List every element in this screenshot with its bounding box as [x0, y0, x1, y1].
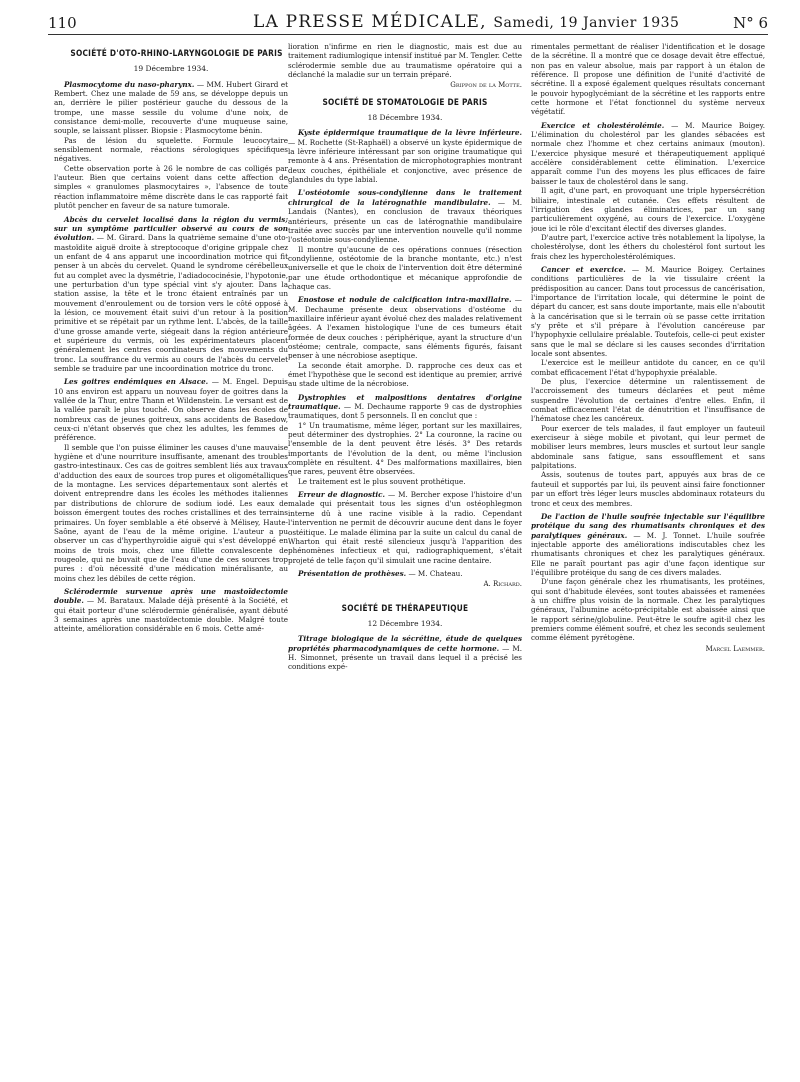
paragraph: De plus, l'exercice détermine un ralentissement de l'accroissement des tumeurs déclarées et peut même suspendre l'évolution de certaines d'entre elles. Enfin, il combat efficacement l'état de dénutrition et l'insuffisance de l'hématose chez les cancéreux. [531, 377, 765, 424]
paragraph-heading: Erreur de diagnostic. [298, 490, 386, 500]
paragraph: Pas de lésion du squelette. Formule leucocytaire sensiblement normale, réactions sérologiques spécifiques négatives. [54, 135, 288, 164]
journal-title: LA PRESSE MÉDICALE, Samedi, 19 Janvier 1935 [253, 12, 680, 32]
paragraph: Titrage biologique de la sécrétine, étude de quelques propriétés pharmacodynamiques de cette hormone. — M. H. Simonnet, présente un travail dans lequel il a précisé les conditions expé- [288, 634, 522, 672]
issue-date: Samedi, 19 Janvier 1935 [493, 15, 680, 31]
paragraph: Cette observation porte à 26 le nombre de cas colligés par l'auteur. Bien que certains voient dans cette affection de simples « granulomes plasmocytaires », l'absence de toute réaction inflammatoire même discrète dans le cas rapporté fait plutôt pencher en faveur de sa nature tumorale. [54, 163, 288, 211]
paragraph: D'autre part, l'exercice active très notablement la lipolyse, la cholestérolyse, dont les éthers du cholestérol font surtout les frais chez les hypercholestérolémiques. [531, 232, 765, 261]
column-2 [288, 42, 522, 1080]
paragraph: Exercice et cholestérolémie. — M. Maurice Boigey. L'élimination du cholestérol par les glandes sébacées est normale chez l'homme et chez certains animaux (mouton). L'exercice physique mesuré et thérapeutiquement appliqué accélère considérablement cette élimination. L'exercice apparaît comme l'un des moyens les plus efficaces de faire baisser le taux de cholestérol dans le sang. [531, 120, 765, 186]
paragraph-heading: Présentation de prothèses. [298, 568, 407, 578]
paragraph: Pour exercer de tels malades, il faut employer un fauteuil exerciseur à siège mobile et pivotant, qui leur permet de mobiliser leurs membres, leurs muscles et surtout leur sangle abdominale sans fatigue, sans essoufflement et sans palpitations. [531, 423, 765, 471]
paragraph-heading: Exercice et cholestérolémie. [541, 120, 665, 130]
paragraph: Présentation de prothèses. — M. Chateau. [298, 568, 463, 578]
section-title: SOCIÉTÉ DE STOMATOLOGIE DE PARIS [322, 97, 488, 108]
section-title: SOCIÉTÉ D'OTO-RHINO-LARYNGOLOGIE DE PARIS [70, 49, 283, 59]
signature: A. Richard. [483, 580, 522, 589]
paragraph-heading: Sclérodermie survenue après une mastoïdectomie double. [54, 586, 288, 606]
section-date: 19 Décembre 1934. [133, 64, 209, 74]
page-number: 110 [48, 14, 77, 32]
paragraph: D'une façon générale chez les rhumatisants, les protéines, qui sont d'habitude élevées, sont toutes abaissées et ramenées à un chiffre plus voisin de la normale. Chez les paralytiques généraux, l'albumine acéto-précipitable est abaissée ainsi que le rapport sérine/globuline. Peut-être le soufre agit-il chez les premiers comme élément soufré, et chez les seconds seulement comme élément pyrétogène. [531, 577, 765, 643]
paragraph: Erreur de diagnostic. — M. Bercher expose l'histoire d'un malade qui présentait tous les signes d'un ostéophlegmon interne dû à une racine visible à la radio. Cependant l'intervention ne permit de découvrir aucune dent dans le foyer ostéitique. Le malade élimina par la suite un calcul du canal de Wharton qui était resté silencieux jusqu'à l'apparition des phénomènes infectieux et qui, radiographiquement, s'était projeté de telle façon qu'il simulait une racine dentaire. [288, 490, 522, 565]
column-3 [531, 42, 765, 1080]
section-date: 12 Décembre 1934. [367, 618, 443, 628]
paragraph: Sclérodermie survenue après une mastoïdectomie double. — M. Barataux. Malade déjà présenté à la Société, et qui était porteur d'une sclérodermie généralisée, ayant débuté 3 semaines après une mastoïdectomie double. Malgré toute atteinte, amélioration considérable en 6 mois. Cette amé- [54, 586, 288, 634]
paragraph: Enostose et nodule de calcification intra-maxillaire. — M. Dechaume présente deux observations d'ostéome du maxillaire inférieur ayant évolué chez des malades relativement âgées. A l'examen histologique l'une de ces tumeurs était formée de deux couches : périphérique, ayant la structure d'un ostéome; centrale, compacte, sans éléments figurés, faisant penser à une nécrobiose aseptique. [288, 295, 522, 361]
issue-number: N° 6 [733, 14, 768, 32]
paragraph-heading: Cancer et exercice. [541, 264, 626, 274]
paragraph: Il montre qu'aucune de ces opérations connues (résection condylienne, ostéotomie de la branche montante, etc.) n'est universelle et que le choix de l'intervention doit être déterminé par une étude orthodontique et mécanique approfondie de chaque cas. [288, 244, 522, 291]
paragraph: L'exercice est le meilleur antidote du cancer, en ce qu'il combat efficacement l'état d'hypophyxie préalable. [531, 358, 765, 377]
paragraph: Les goitres endémiques en Alsace. — M. Engel. Depuis 10 ans environ est apparu un nouveau foyer de goitres dans la vallée de la Thur, entre Thann et Wildenstein. Le versant est de la vallée paraît le plus touché. On observe dans les écoles de nombreux cas de jeunes goitreux, sans accidents de Basedow, ceux-ci n'étant observés que chez les adultes, les femmes de préférence. [54, 377, 288, 443]
paragraph: Dystrophies et malpositions dentaires d'origine traumatique. — M. Dechaume rapporte 9 cas de dystrophies traumatiques, dont 5 personnels. Il en conclut que : [288, 392, 522, 421]
paragraph-heading: Titrage biologique de la sécrétine, étude de quelques propriétés pharmacodynamiques de cette hormone. [288, 634, 522, 653]
paragraph-heading: Abcès du cervelet localisé dans la région du vermis; sur un symptôme particulier observé au cours de son évolution. [54, 214, 288, 243]
paragraph: Le traitement est le plus souvent prothétique. [298, 476, 466, 486]
column-1 [54, 42, 288, 1080]
paragraph: La seconde était amorphe. D. rapproche ces deux cas et émet l'hypothèse que le second est identique au premier, arrivé au stade ultime de la nécrobiose. [288, 360, 522, 389]
paragraph-heading: Dystrophies et malpositions dentaires d'origine traumatique. [288, 392, 522, 412]
paragraph: De l'action de l'huile soufrée injectable sur l'équilibre protéique du sang des rhumatisants chroniques et des paralytiques généraux. — M. J. Tonnet. L'huile soufrée injectable apporte des améliorations indiscutables chez les rhumatisants chroniques et chez les paralytiques généraux. Elle ne paraît pourtant pas agir d'une façon identique sur l'équilibre protéique du sang de ces divers malades. [531, 511, 765, 577]
paragraph: 1° Un traumatisme, même léger, portant sur les maxillaires, peut déterminer des dystrophies. 2° La couronne, la racine ou l'ensemble de la dent peuvent être lésés. 3° Des retards importants de l'évolution de la dent, ou même l'inclusion complète en résultent. 4° Des malformations maxillaires, bien que rares, peuvent être observées. [288, 420, 522, 477]
paragraph: Assis, soutenus de toutes part, appuyés aux bras de ce fauteuil et supportés par lui, ils peuvent ainsi faire fonctionner par un effort très léger leurs muscles abdominaux rotateurs du tronc et ceux des membres. [531, 470, 765, 508]
paragraph-heading: De l'action de l'huile soufrée injectable sur l'équilibre protéique du sang des rhumatisants chroniques et des paralytiques généraux. [531, 511, 765, 540]
paragraph: Cancer et exercice. — M. Maurice Boigey. Certaines conditions particulières de la vie tissulaire créent la prédisposition au cancer. Dans tout processus de cancérisation, l'importance de l'irritation locale, qui détermine le point de départ du cancer, est sans doute importante, mais elle n'aboutit à la cancérisation que si le terrain où se passe cette irritation s'y prête et s'il prépare à l'évolution cancéreuse par l'hypophyxie cellulaire préalable. Toutefois, celle-ci peut exister sans que le mal se déclare si les causes secondes d'irritation locale sont absentes. [531, 264, 765, 358]
paragraph: Kyste épidermique traumatique de la lèvre inférieure. — M. Rochette (St-Raphaël) a observé un kyste épidermique de la lèvre inférieure intéressant par son origine traumatique qui remonte à 4 ans. Présentation de microphotographies montrant deux couches, épithéliale et conjonctive, avec présence de glandules du type labial. [288, 128, 522, 185]
paragraph-heading: Plasmocytome du naso-pharynx. [64, 79, 195, 89]
paragraph: Il semble que l'on puisse éliminer les causes d'une mauvaise hygiène et d'une nourriture insuffisante, amenant des troubles gastro-intestinaux. Ces cas de goitres semblent liés aux travaux d'adduction des eaux de sources trop pures et oligométalliques de la montagne. Les services départementaux sont alertés et doivent entreprendre dans les écoles les méthodes italiennes par distributions de chlorure de sodium iodé. Les eaux de boisson émergent toutes des roches cristallines et des terrains primaires. Un foyer semblable a été observé à Mélisey, Haute-Saône, ayant de l'eau de la même origine. L'auteur a pu observer un cas d'hyperthyroïdie aiguë qui s'est développé en moins de trois mois, chez une fillette convalescente de rougeole, qui ne buvait que de l'eau d'une de ces sources trop pures : d'où nécessité d'une médication minéralisante, au moins chez les débiles de cette région. [54, 442, 288, 583]
paragraph-heading: Enostose et nodule de calcification intra-maxillaire. [298, 295, 512, 305]
page-header [48, 8, 768, 35]
paragraph: rimentales permettant de réaliser l'identification et le dosage de la sécrétine. Il a montré que ce dosage devait être effectué, non pas en valeur absolue, mais par rapport à un étalon de référence. Il propose une définition de l'unité d'activité de sécrétine. Il a exposé également quelques résultats concernant le pouvoir hypoglycémiant de la sécrétine et les rapports entre cette hormone et l'état fonctionnel du système nerveux végétatif. [531, 42, 765, 117]
paragraph: lioration n'infirme en rien le diagnostic, mais est due au traitement radiumlogique intensif institué par M. Tengler. Cette sclérodermie semble due au traumatisme opératoire qui a déclanché la maladie sur un terrain préparé. [288, 42, 522, 80]
section-title: SOCIÉTÉ DE THÉRAPEUTIQUE [341, 603, 469, 614]
paragraph-heading: Les goitres endémiques en Alsace. [64, 377, 209, 387]
paragraph: L'ostéotomie sous-condylienne dans le traitement chirurgical de la latérognathie mandibulaire. — M. Landais (Nantes), en conclusion de travaux théoriques antérieurs, présente un cas de latérognathie mandibulaire traitée avec succès par une intervention nouvelle qu'il nomme l'ostéotomie sous-condylienne. [288, 188, 522, 245]
signature: Marcel Laemmer. [705, 644, 765, 653]
paragraph-heading: L'ostéotomie sous-condylienne dans le traitement chirurgical de la latérognathie mandibulaire. [288, 188, 522, 207]
paragraph: Il agit, d'une part, en provoquant une triple hypersécrétion biliaire, intestinale et cutanée. Ces effets résultent de l'irrigation des glandes éliminatrices, par un sang particulièrement oxygéné, au cours de l'exercice. L'oxygène joue ici le rôle d'excitant électif des diverses glandes. [531, 186, 765, 233]
paragraph: Abcès du cervelet localisé dans la région du vermis; sur un symptôme particulier observé au cours de son évolution. — M. Girard. Dans la quatrième semaine d'une oto-mastoïdite aiguë droite à streptocoque d'origine grippale chez un enfant de 4 ans apparut une incoordination motrice qui fit penser à un abcès du cervelet. Quand le syndrome cérébelleux fut au complet avec la dysmétrie, l'adiadococinésie, l'hypotonie, une perturbation d'un type spécial vint s'y ajouter. Dans la station assise, la tête et le tronc étaient entraînés par un mouvement d'enroulement ou de torsion vers le côté opposé à la lésion, ce mouvement était suivi d'un retour à la position primitive et se répétait par un rythme lent. L'abcès, de la taille d'une grosse amande verte, siégeait dans la région antérieure et supérieure du vermis, où les expérimentateurs placent généralement les centres coordinateurs des mouvements du tronc. La souffrance du vermis au cours de l'abcès du cervelet semble se traduire par une incoordination motrice du tronc. [54, 214, 288, 373]
signature: Grippon de la Motte. [450, 81, 522, 90]
section-date: 18 Décembre 1934. [367, 113, 443, 123]
paragraph-heading: Kyste épidermique traumatique de la lèvre inférieure. [298, 128, 522, 138]
paragraph: Plasmocytome du naso-pharynx. — MM. Hubert Girard et Rembert. Chez une malade de 59 ans, se développe depuis un an, derrière le pilier postérieur gauche du dessous de la trompe, une masse sessile du volume d'une noix, de consistance demi-molle, recouverte d'une muqueuse saine, souple, se laissant plisser. Biopsie : Plasmocytome bénin. [54, 79, 288, 136]
